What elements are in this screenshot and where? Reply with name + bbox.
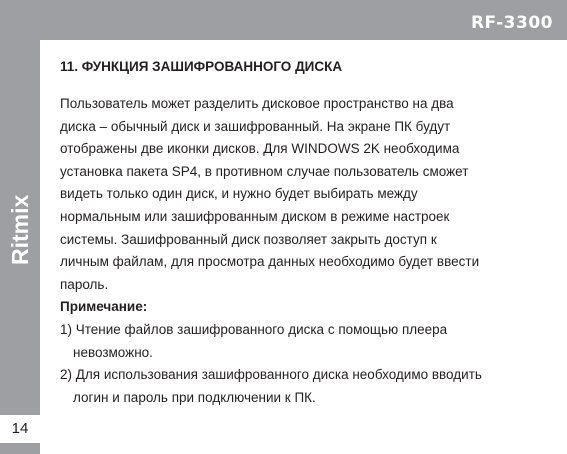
page-number: 14: [0, 415, 40, 443]
brand-logo: [3, 187, 37, 267]
note-item-1-line2: невозможно.: [73, 344, 153, 360]
paragraph-line: Пользователь может разделить дисковое пространство на два: [60, 96, 454, 111]
paragraph-line: пароль.: [60, 276, 109, 292]
paragraph-line: установка пакета SP4, в противном случае пользователь сможет: [60, 163, 469, 179]
note-item-1-line1: 1) Чтение файлов зашифрованного диска с помощью плеера: [60, 321, 448, 337]
note-item-2-line1: 2) Для использования зашифрованного диска необходимо вводить: [60, 367, 482, 383]
brand-logo-text: Ritmix: [7, 194, 33, 265]
paragraph-line: личным файлам, для просмотра данных необходимо будет ввести: [60, 254, 480, 270]
paragraph-line: отображены две иконки дисков. Для WINDOWS 2K необходима: [60, 141, 460, 157]
section-heading: 11. ФУНКЦИЯ ЗАШИФРОВАННОГО ДИСКА: [60, 59, 343, 74]
paragraph-line: видеть только один диск, и нужно будет выбирать между: [60, 186, 418, 202]
note-title: Примечание:: [60, 299, 148, 315]
note-item-2-line2: логин и пароль при подключении к ПК.: [73, 389, 316, 405]
paragraph-line: диска – обычный диск и зашифрованный. На экране ПК будут: [60, 118, 451, 134]
body-paragraph: [60, 93, 540, 409]
page-content: [60, 58, 540, 409]
paragraph-line: нормальным или зашифрованным диском в режиме настроек: [60, 208, 450, 224]
model-label: RF-3300: [470, 13, 553, 33]
paragraph-line: системы. Зашифрованный диск позволяет закрыть доступ к: [60, 231, 437, 247]
